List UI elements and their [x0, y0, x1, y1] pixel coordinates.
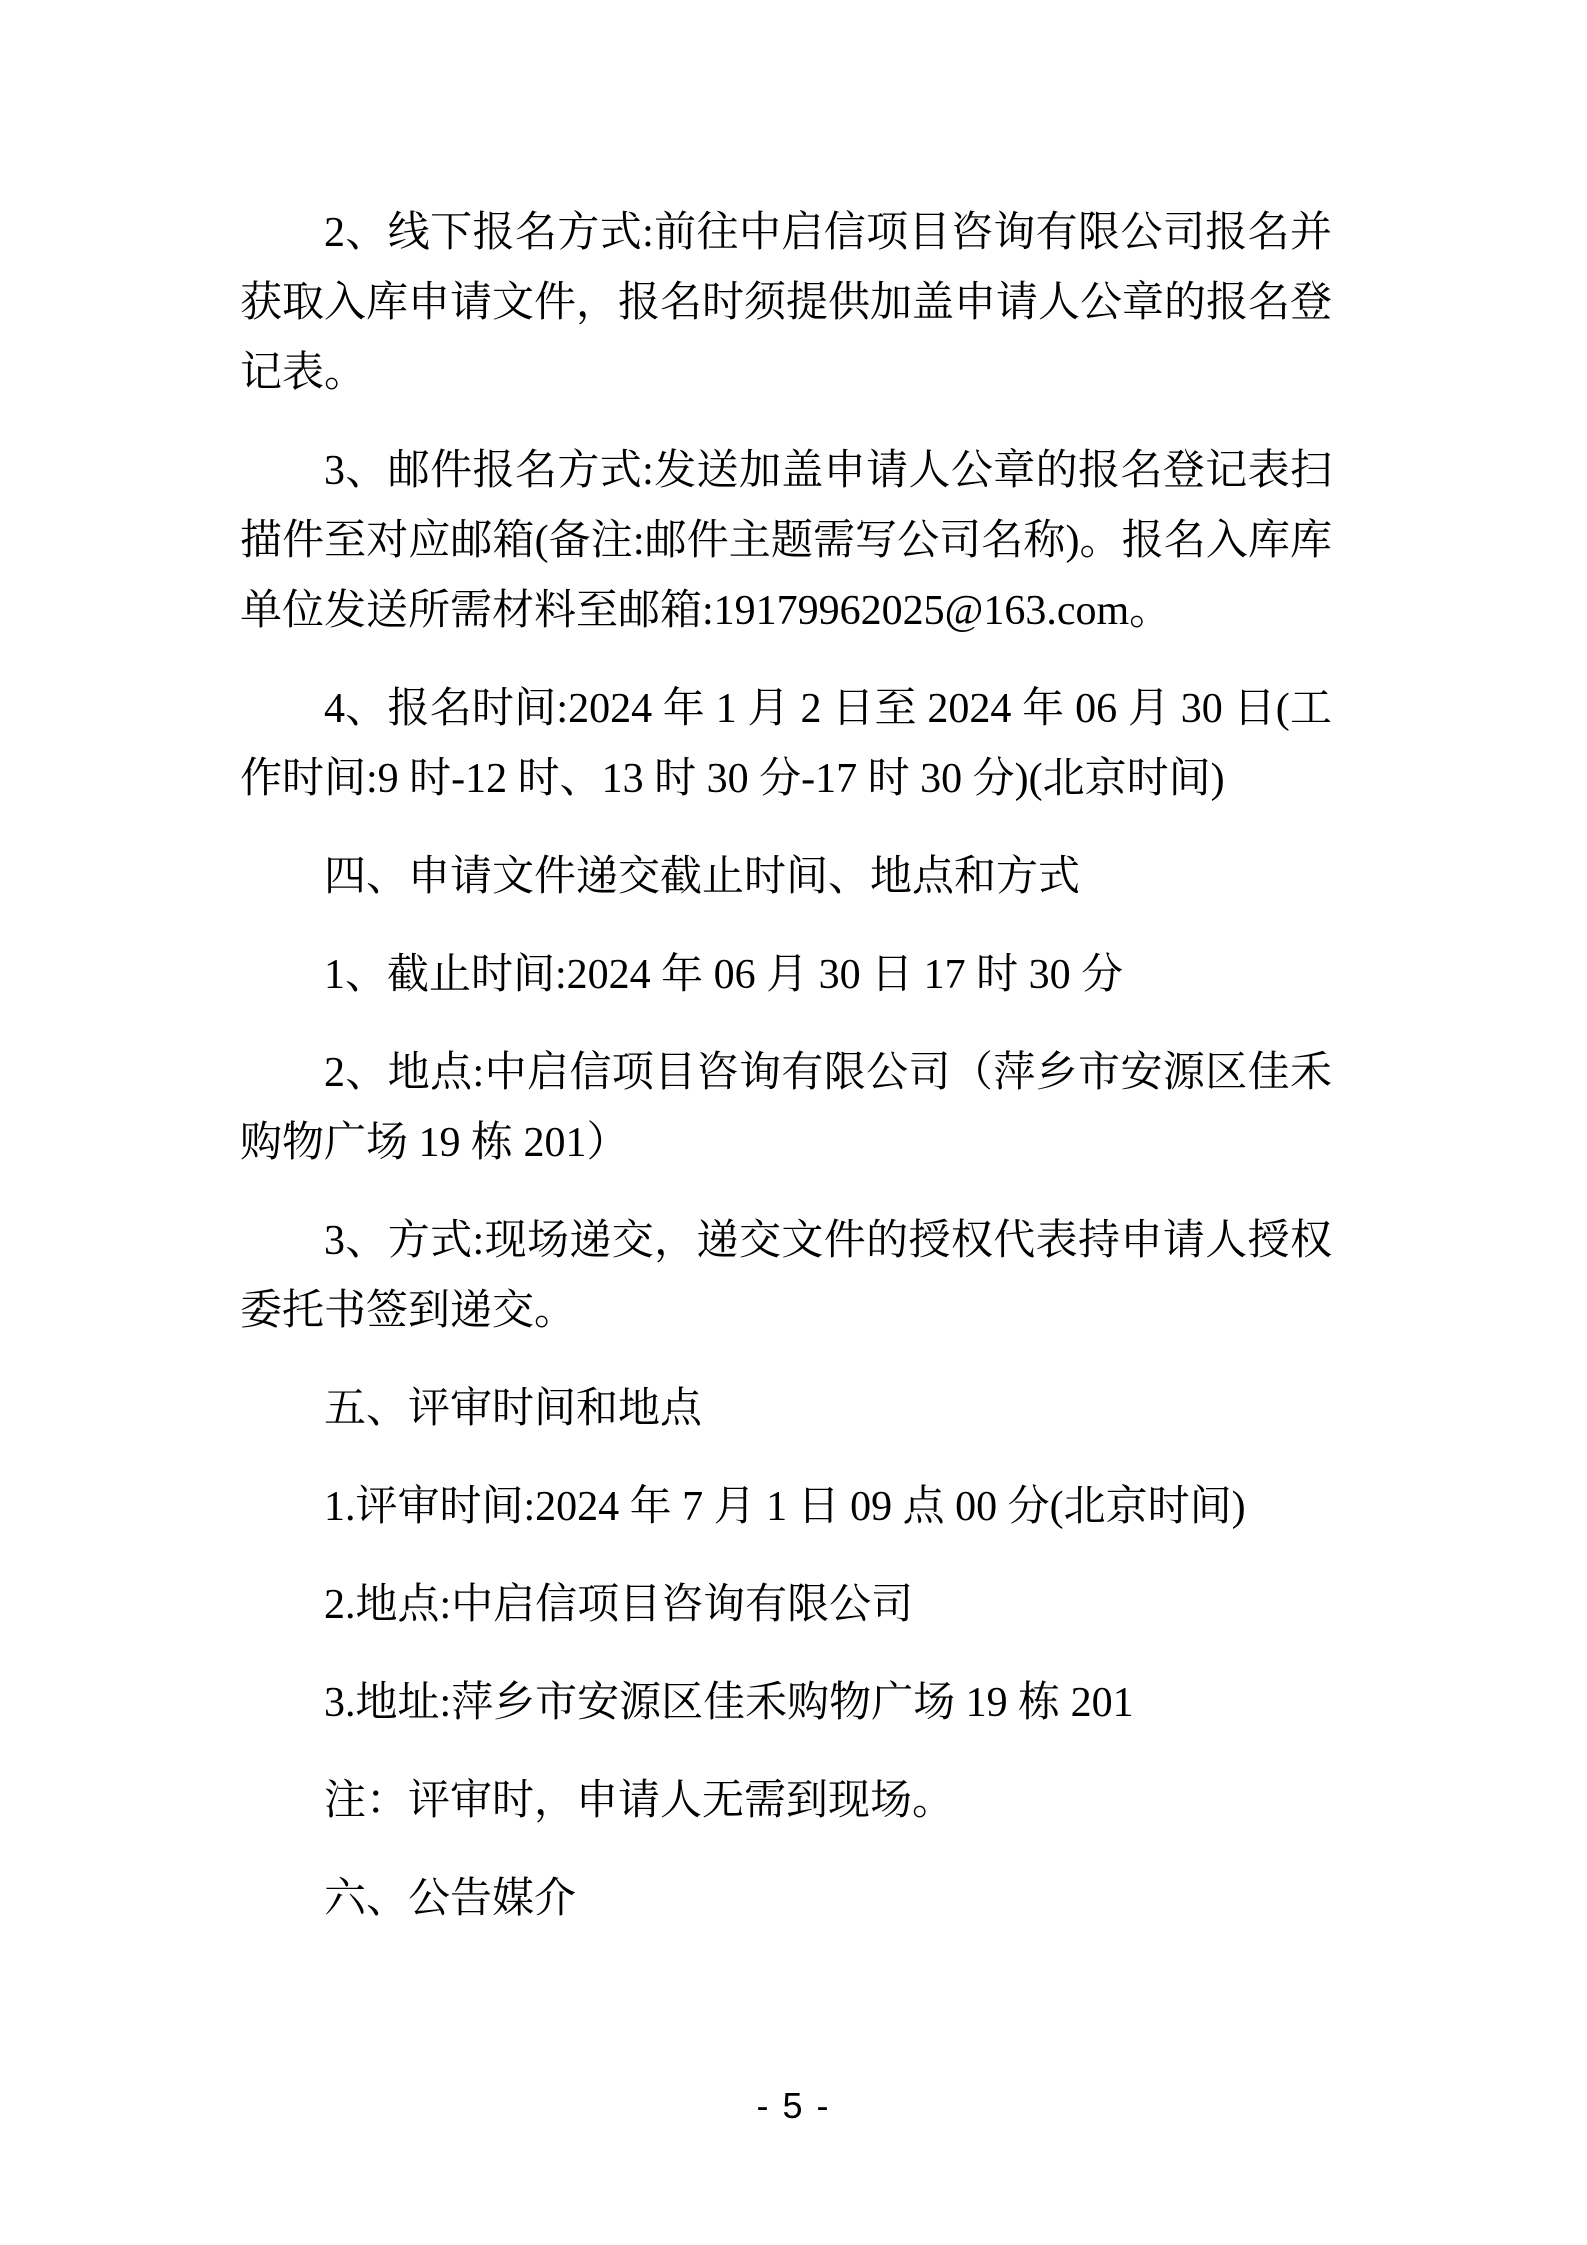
- para-review-note: 注：评审时，申请人无需到现场。: [324, 1778, 955, 1824]
- para-review-location: 2.地点:中启信项目咨询有限公司: [324, 1582, 914, 1628]
- para-deadline-time: 1、截止时间:2024 年 06 月 30 日 17 时 30 分: [324, 952, 1124, 998]
- para-review-time: 1.评审时间:2024 年 7 月 1 日 09 点 00 分(北京时间): [324, 1484, 1246, 1530]
- heading-section-5-review-time-location: 五、评审时间和地点: [324, 1386, 703, 1432]
- para-email-registration-method: 3、邮件报名方式:发送加盖申请人公章的报名登记表扫描件至对应邮箱(备注:邮件主题需写公司名称)。报名入库库单位发送所需材料至邮箱:19179962025@163.com。: [240, 448, 1332, 634]
- document-body: [240, 198, 1332, 1962]
- heading-section-6-announcement-media: 六、公告媒介: [324, 1876, 577, 1922]
- para-submission-location: 2、地点:中启信项目咨询有限公司（萍乡市安源区佳禾购物广场 19 栋 201）: [240, 1050, 1332, 1166]
- para-offline-registration-method: 2、线下报名方式:前往中启信项目咨询有限公司报名并获取入库申请文件，报名时须提供加盖申请人公章的报名登记表。: [240, 210, 1333, 396]
- para-submission-method: 3、方式:现场递交，递交文件的授权代表持申请人授权委托书签到递交。: [240, 1218, 1332, 1334]
- para-review-address: 3.地址:萍乡市安源区佳禾购物广场 19 栋 201: [324, 1680, 1134, 1726]
- para-registration-period: 4、报名时间:2024 年 1 月 2 日至 2024 年 06 月 30 日(工作时间:9 时-12 时、13 时 30 分-17 时 30 分)(北京时间): [240, 686, 1332, 802]
- page-number: - 5 -: [756, 2085, 831, 2126]
- heading-section-4-submission-deadline-location-method: 四、申请文件递交截止时间、地点和方式: [324, 854, 1081, 900]
